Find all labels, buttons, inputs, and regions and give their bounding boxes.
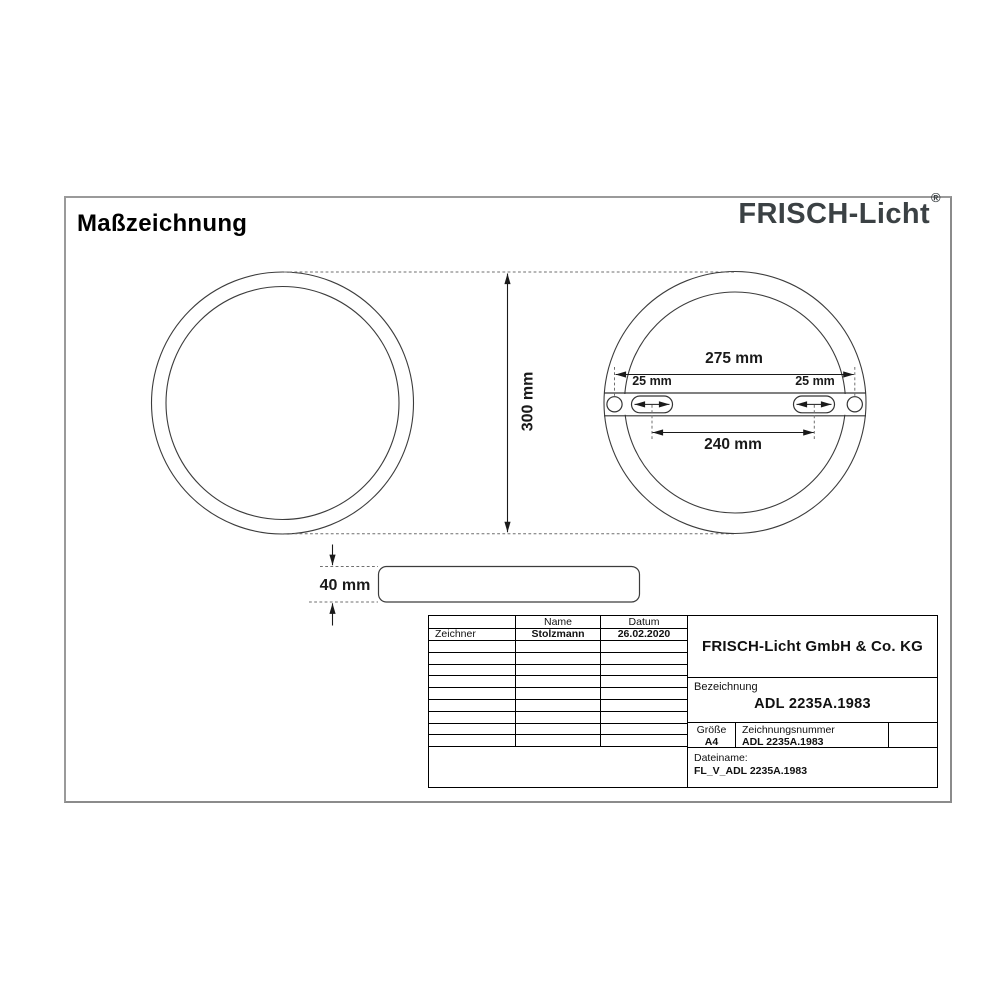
titleblock-empty-cell [601,700,687,712]
titleblock-empty-cell [429,712,516,724]
titleblock-empty-cell [429,641,516,653]
titleblock-zeichner-datum: 26.02.2020 [601,629,687,641]
titleblock-empty-cell [516,688,601,700]
titleblock-empty-cell [429,724,516,736]
titleblock-empty-cell [429,735,516,747]
titleblock-empty-cell [516,712,601,724]
titleblock-empty-cell [429,700,516,712]
titleblock-empty-cell [601,665,687,677]
titleblock-empty-cell [516,735,601,747]
titleblock-bezeichnung [688,678,937,723]
zeichnungsnummer-label: Zeichnungsnummer [742,724,835,736]
titleblock-zeichner-name: Stolzmann [516,629,601,641]
titleblock-empty-cell [516,724,601,736]
titleblock-empty-cell [601,676,687,688]
titleblock-right [687,616,937,787]
front-view [152,272,414,534]
titleblock-merged-cell [429,747,687,787]
titleblock-empty-cell [601,724,687,736]
titleblock-empty-cell [516,641,601,653]
bezeichnung-value: ADL 2235A.1983 [754,696,871,712]
zeichnungsnummer-value: ADL 2235A.1983 [742,736,824,748]
company-logo-text: FRISCH-Licht [738,198,931,230]
titleblock-empty-cell [429,653,516,665]
titleblock-empty-cell [516,700,601,712]
titleblock-corner-cell [429,616,516,629]
titleblock-empty-cell [516,676,601,688]
titleblock-company: FRISCH-Licht GmbH & Co. KG [688,616,937,678]
dim-label-40: 40 mm [319,577,371,594]
size-row-spare-cell [889,723,937,747]
dateiname-cell [688,748,937,787]
zeichnungsnummer-cell [736,723,889,747]
bezeichnung-label: Bezeichnung [694,681,758,693]
dim-label-275: 275 mm [705,350,763,367]
titleblock-empty-cell [601,641,687,653]
dim-label-25-left: 25 mm [632,374,672,388]
page-title: Maßzeichnung [77,210,248,237]
titleblock-empty-cell [601,735,687,747]
titleblock-header-datum: Datum [601,616,687,629]
dateiname-label: Dateiname: [694,752,748,764]
titleblock-empty-cell [601,688,687,700]
titleblock-empty-cell [429,688,516,700]
dim-label-25-right: 25 mm [795,374,835,388]
dim-label-240: 240 mm [704,436,762,453]
titleblock-empty-cell [516,653,601,665]
titleblock-size-row [688,723,937,748]
titleblock-zeichner-label: Zeichner [429,629,516,641]
groesse-cell [688,723,736,747]
groesse-label: Größe [696,724,727,736]
titleblock-empty-cell [601,712,687,724]
titleblock-empty-cell [516,665,601,677]
titleblock-header-name: Name [516,616,601,629]
groesse-value: A4 [704,736,719,748]
registered-trademark-icon: ® [931,190,941,206]
dim-label-300: 300 mm [519,371,537,432]
titleblock-left-grid [429,616,687,787]
dateiname-value: FL_V_ADL 2235A.1983 [694,765,808,777]
back-view [604,272,866,534]
titleblock-empty-cell [429,676,516,688]
title-block [428,615,938,788]
titleblock-empty-cell [429,665,516,677]
titleblock-empty-cell [601,653,687,665]
